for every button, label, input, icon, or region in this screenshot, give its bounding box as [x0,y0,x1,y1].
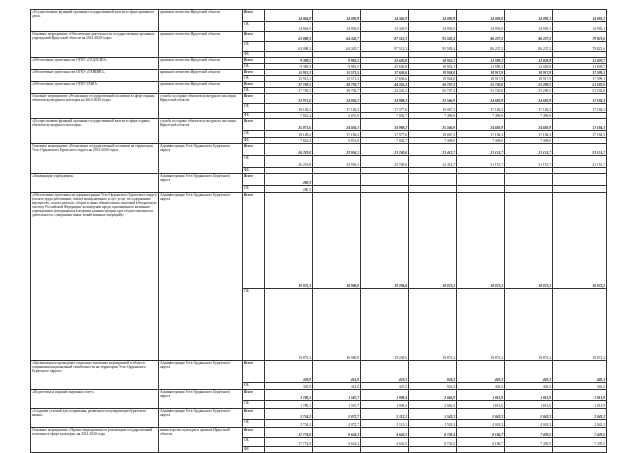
amount-cell: 87 512,3 [361,42,409,52]
amount-cell: 12 028,8 [505,58,553,64]
amount-cell: 24 683,9 [457,119,505,131]
amount-cell: 8 730,4 [409,438,457,447]
executor-cell: архивное агентство Иркутской области [159,10,243,32]
amount-cell: 4 643,5 [361,428,409,438]
amount-cell: 25 566,9 [409,94,457,104]
amount-cell: 63 088,3 [265,32,313,42]
amount-cell: 25 971,6 [265,94,313,104]
amount-cell: 17 577,6 [361,104,409,113]
amount-cell: 21 151,7 [457,144,505,156]
amount-cell: 280,3 [265,174,313,186]
amount-cell: 23 740,6 [361,156,409,168]
amount-cell: 2 072,7 [313,409,361,420]
funding-source-cell: Всего [243,119,265,131]
funding-source-cell: Всего [243,58,265,64]
amount-cell: 2 043,3 [505,409,553,420]
amount-cell: 14 092,9 [409,10,457,22]
amount-cell [457,186,505,193]
amount-cell: 23 412,7 [409,156,457,168]
amount-cell: 14 864,9 [265,22,313,32]
amount-cell [505,447,553,453]
amount-cell: 423,5 [361,383,409,390]
amount-cell: 9 624,3 [313,438,361,447]
amount-cell [553,447,607,453]
table-row [31,10,607,22]
amount-cell [409,447,457,453]
amount-cell: 17 774,8 [265,428,313,438]
amount-cell: 38 792,7 [313,88,361,94]
amount-cell: 9 389,5 [265,58,313,64]
amount-cell: 14 092,9 [409,22,457,32]
amount-cell: 7 499,6 [457,138,505,144]
amount-cell: 18 149,2 [265,131,313,138]
amount-cell: 86 237,2 [505,32,553,42]
amount-cell: 280,3 [265,186,313,193]
amount-cell: 18 872,2 [457,193,505,289]
amount-cell: 2 113,1 [361,420,409,428]
amount-cell: 18 917,9 [505,70,553,76]
amount-cell: 22 956,1 [313,144,361,156]
amount-cell: 14 093,1 [553,10,607,22]
amount-cell [313,447,361,453]
funding-source-cell: Всего [243,428,265,438]
amount-cell: 7 499,6 [409,138,457,144]
amount-cell: 26 219,8 [265,156,313,168]
amount-cell: 37 783,5 [265,82,313,88]
amount-cell: 1 543,3 [409,420,457,428]
amount-cell: 1 780,1 [265,390,313,401]
amount-cell: 51 182,8 [553,82,607,88]
amount-cell: 7 439,5 [505,428,553,438]
amount-cell: 11 039,7 [553,64,607,70]
amount-cell: 18 872,2 [409,289,457,361]
table-row [31,390,607,401]
amount-cell [313,174,361,186]
table-row [31,32,607,42]
amount-cell: 79 821,6 [553,32,607,42]
funding-source-cell: Всего [243,409,265,420]
amount-cell: 17 184,3 [505,104,553,113]
amount-cell: 8 166,7 [457,428,505,438]
funding-source-cell: Всего [243,174,265,186]
amount-cell [553,186,607,193]
amount-cell: 11 039,7 [553,58,607,64]
funding-source-cell: Всего [243,10,265,22]
amount-cell: 25 971,6 [265,119,313,131]
amount-cell [361,447,409,453]
amount-cell: 7 439,5 [553,438,607,447]
amount-cell: 402,3 [505,383,553,390]
budget-table [30,9,607,453]
event-name-cell: «Организация и проведение социально-значимых мероприятий в области сохранения национальной самобытности на территории Усть-Ордынского Бурятского округа» [31,361,159,390]
executor-cell: служба по охране объектов культурного наследия Иркутской области [159,119,243,144]
funding-source-cell: ОБ [243,401,265,409]
amount-cell: 9 624,3 [313,428,361,438]
amount-cell: 37 783,5 [265,88,313,94]
amount-cell: 1 780,1 [265,401,313,409]
amount-cell: 1 813,9 [457,390,505,401]
amount-cell: 86 237,2 [457,42,505,52]
amount-cell: 7 439,5 [553,428,607,438]
executor-cell: министерство культуры и архивов Иркутской области [159,428,243,453]
amount-cell: 2 043,3 [505,420,553,428]
amount-cell: 17 599,1 [553,76,607,82]
funding-source-cell: ОБ [243,22,265,32]
amount-cell: 24 036,1 [313,119,361,131]
amount-cell: 25 630,8 [361,64,409,70]
event-name-cell: «Осуществление функций органами государственной власти в сфере охраны объектов культурного наследия» [31,119,159,144]
amount-cell: 934,3 [409,361,457,383]
amount-cell: 1 813,9 [505,401,553,409]
amount-cell [505,174,553,186]
executor-cell: архивное агентство Иркутской области [159,82,243,94]
amount-cell: 24 988,2 [361,94,409,104]
amount-cell: 17 184,3 [553,131,607,138]
amount-cell: 7 499,6 [457,113,505,119]
amount-cell: 14 093,1 [505,10,553,22]
amount-cell: 15 915,3 [265,70,313,76]
budget-table-body [31,10,607,453]
amount-cell: 7 002,7 [361,113,409,119]
amount-cell: 21 151,7 [505,156,553,168]
funding-source-cell: ФБ [243,113,265,119]
amount-cell: 17 184,3 [313,131,361,138]
amount-cell: 18 952,1 [409,58,457,64]
executor-cell: Администрация Усть-Ордынского Бурятского округа [159,390,243,409]
amount-cell: 7 822,4 [265,138,313,144]
amount-cell: 21 151,7 [553,156,607,168]
amount-cell: 9 389,5 [265,64,313,70]
funding-source-cell: ФБ [243,52,265,58]
funding-source-cell: ОБ [243,383,265,390]
amount-cell: 2 072,7 [313,420,361,428]
table-row [31,119,607,131]
amount-cell: 14 345,9 [361,10,409,22]
amount-cell: 18 872,2 [457,289,505,361]
executor-cell: архивное агентство Иркутской области [159,32,243,58]
amount-cell: 402,3 [553,383,607,390]
amount-cell: 18 952,1 [409,64,457,70]
event-name-cell: «Подготовка и издание окружных газет» [31,390,159,409]
amount-cell: 87 512,3 [361,32,409,42]
amount-cell: 24 988,2 [361,119,409,131]
amount-cell: 414,9 [313,383,361,390]
table-row [31,144,607,156]
amount-cell: 14 093,1 [505,22,553,32]
amount-cell: 24 683,9 [505,119,553,131]
amount-cell: 6 851,8 [313,138,361,144]
amount-cell [409,186,457,193]
event-name-cell: Основное мероприятие «Реализация государственной политики в сфере охраны объектов культурного наследия на 2014-2020 годы» [31,94,159,119]
funding-source-cell: ФБ [243,138,265,144]
funding-source-cell: ОБ [243,420,265,428]
event-name-cell: Основное мероприятие «Прочие мероприятия по реализации государственной политики в сфере культуры» на 2014-2020 годы [31,428,159,453]
amount-cell [409,174,457,186]
amount-cell: 55 290,5 [505,82,553,88]
amount-cell: 7 499,6 [505,138,553,144]
executor-cell: архивное агентство Иркутской области [159,58,243,70]
amount-cell: 7 439,5 [505,438,553,447]
amount-cell: 12 028,8 [505,64,553,70]
amount-cell: 17 636,6 [361,70,409,76]
amount-cell: 18 872,2 [409,193,457,289]
amount-cell: 18 872,2 [553,289,607,361]
amount-cell: 79 821,6 [553,42,607,52]
amount-cell: 414,9 [313,361,361,383]
funding-source-cell: Всего [243,390,265,401]
funding-source-cell: ФБ [243,447,265,453]
amount-cell: 402,3 [457,361,505,383]
amount-cell: 19 875,3 [265,193,313,289]
amount-cell: 2 043,3 [457,409,505,420]
amount-cell: 17 774,8 [265,438,313,447]
event-name-cell: «Обеспечение деятельности ОГКУ ГАИО» [31,82,159,94]
amount-cell: 17 577,6 [361,131,409,138]
amount-cell: 14 093,0 [457,10,505,22]
amount-cell: 38 792,7 [313,82,361,88]
amount-cell: 1 567,7 [313,401,361,409]
amount-cell: 402,3 [457,383,505,390]
amount-cell: 56 707,3 [409,82,457,88]
amount-cell: 26 219,8 [265,144,313,156]
amount-cell: 21 151,7 [553,144,607,156]
amount-cell: 1 813,9 [505,390,553,401]
amount-cell: 2 043,3 [457,420,505,428]
funding-source-cell: ОБ [243,76,265,82]
funding-source-cell: ОБ [243,438,265,447]
amount-cell: 55 720,0 [457,88,505,94]
funding-source-cell: ОБ [243,131,265,138]
amount-cell: 11 599,3 [457,58,505,64]
amount-cell: 21 151,7 [457,156,505,168]
amount-cell: 17 184,3 [553,104,607,113]
amount-cell [265,447,313,453]
amount-cell: 17 184,3 [457,131,505,138]
amount-cell: 17 184,3 [313,104,361,113]
amount-cell: 7 499,6 [505,113,553,119]
amount-cell: 55 720,0 [457,82,505,88]
amount-cell: 17 184,3 [457,104,505,113]
table-row [31,94,607,104]
amount-cell: 934,3 [409,383,457,390]
amount-cell: 2 043,3 [553,409,607,420]
event-name-cell: «Ликвидация учреждения» [31,174,159,193]
amount-cell: 1 813,9 [457,401,505,409]
amount-cell: 18 872,2 [505,193,553,289]
amount-cell: 9 981,5 [313,64,361,70]
amount-cell: 18 149,2 [265,104,313,113]
executor-cell: Администрация Усть-Ордынского Бурятского округа [159,193,243,361]
funding-source-cell: ФБ [243,168,265,174]
amount-cell: 8 730,4 [409,428,457,438]
amount-cell [553,174,607,186]
amount-cell: 7 002,7 [361,138,409,144]
amount-cell: 19 924,0 [409,70,457,76]
funding-source-cell: ОБ [243,289,265,361]
amount-cell: 44 245,2 [361,82,409,88]
table-row [31,193,607,289]
table-row [31,361,607,383]
amount-cell: 95 583,4 [409,32,457,42]
amount-cell [361,186,409,193]
amount-cell: 4 643,5 [361,438,409,447]
executor-cell: Администрация Усть-Ордынского Бурятского округа [159,174,243,193]
funding-source-cell: ОБ [243,42,265,52]
event-name-cell: «Обеспечение деятельности ОГКУ «ГАНИИО» [31,70,159,82]
amount-cell: 56 707,3 [409,88,457,94]
amount-cell: 14 864,9 [265,10,313,22]
amount-cell: 14 092,9 [313,10,361,22]
amount-cell: 11 599,3 [457,64,505,70]
funding-source-cell: Всего [243,94,265,104]
amount-cell: 86 237,2 [505,42,553,52]
amount-cell [457,174,505,186]
amount-cell: 64 345,7 [313,32,361,42]
amount-cell: 3 754,2 [265,409,313,420]
amount-cell: 6 851,8 [313,113,361,119]
amount-cell: 14 093,1 [553,22,607,32]
funding-source-cell: ОБ [243,88,265,94]
amount-cell: 17 184,3 [505,131,553,138]
amount-cell: 18 900,8 [313,193,361,289]
amount-cell: 17 636,6 [361,76,409,82]
funding-source-cell: ОБ [243,156,265,168]
amount-cell: 14 093,0 [457,22,505,32]
amount-cell: 1 543,3 [409,409,457,420]
amount-cell: 55 290,5 [505,88,553,94]
funding-source-cell: Всего [243,361,265,383]
funding-source-cell: Всего [243,70,265,76]
executor-cell: Администрация Усть-Ордынского Бурятского округа [159,144,243,174]
amount-cell: 15 571,5 [313,76,361,82]
executor-cell: Администрация Усть-Ордынского Бурятского округа [159,409,243,428]
amount-cell: 25 630,8 [361,58,409,64]
amount-cell: 402,3 [505,361,553,383]
amount-cell: 25 566,9 [409,119,457,131]
event-name-cell: «Обеспечение деятельности ОГКУ «ГАДЛСИО» [31,58,159,70]
executor-cell: Администрация Усть-Ордынского Бурятского округа [159,361,243,390]
amount-cell: 18 900,8 [313,289,361,361]
funding-source-cell: ОБ [243,186,265,193]
amount-cell: 19 294,6 [361,193,409,289]
amount-cell: 18 917,9 [457,76,505,82]
amount-cell: 2 062,9 [409,390,457,401]
amount-cell: 423,5 [361,361,409,383]
amount-cell: 1 909,4 [361,390,409,401]
amount-cell: 23 740,6 [361,144,409,156]
funding-source-cell: Всего [243,144,265,156]
amount-cell: 14 345,9 [361,22,409,32]
amount-cell: 8 166,7 [457,438,505,447]
funding-source-cell: ОБ [243,104,265,113]
amount-cell: 18 917,9 [457,70,505,76]
funding-source-cell: Всего [243,32,265,42]
amount-cell: 1 567,7 [313,390,361,401]
amount-cell: 17 184,3 [553,119,607,131]
event-name-cell: «Создание условий для сохранения, развития и популяризации бурятского языка» [31,409,159,428]
table-row [31,409,607,420]
table-row [31,174,607,186]
event-name-cell: Основное мероприятие «Реализация государственной политики на территории Усть-Ордынского Бурятского округа на 2014-2020 годы» [31,144,159,174]
amount-cell: 2 113,1 [361,409,409,420]
amount-cell: 2 062,9 [409,401,457,409]
table-row [31,428,607,438]
amount-cell: 19 924,0 [409,76,457,82]
amount-cell: 18 067,3 [409,104,457,113]
amount-cell: 23 412,7 [409,144,457,156]
amount-cell: 329,9 [265,383,313,390]
amount-cell: 24 683,9 [457,94,505,104]
amount-cell: 9 981,5 [313,58,361,64]
amount-cell [361,174,409,186]
amount-cell: 44 245,2 [361,88,409,94]
amount-cell: 1 909,4 [361,401,409,409]
event-name-cell: «Обеспечение деятельности администрации Усть-Ордынского Бурятского округа (оплата труда работников, оплата коммунальных услуг, услуг по содержанию имущества, уплата налогов, сборов и иных обязательных платежей в бюджетную систему Российской Федерации, возмещение вреда, причиненного казенным учреждением, находящимся в ведении администрации, при осуществлении им деятельности, совершение иных хозяйственных операций)» [31,193,159,361]
amount-cell: 18 917,9 [505,76,553,82]
amount-cell: 329,9 [265,361,313,383]
amount-cell: 24 683,9 [505,94,553,104]
amount-cell: 19 875,3 [265,289,313,361]
funding-source-cell: ОБ [243,64,265,70]
funding-source-cell: Всего [243,82,265,88]
amount-cell: 51 182,8 [553,88,607,94]
executor-cell: архивное агентство Иркутской области [159,70,243,82]
amount-cell: 7 499,6 [409,113,457,119]
amount-cell: 7 822,4 [265,113,313,119]
amount-cell: 15 571,5 [313,70,361,76]
amount-cell [313,186,361,193]
amount-cell: 64 345,7 [313,42,361,52]
amount-cell: 22 956,1 [313,156,361,168]
amount-cell: 18 067,3 [409,131,457,138]
amount-cell: 402,3 [553,361,607,383]
amount-cell: 18 872,2 [553,193,607,289]
amount-cell: 1 813,9 [553,390,607,401]
amount-cell: 15 915,3 [265,76,313,82]
amount-cell: 1 813,9 [553,401,607,409]
amount-cell: 21 151,7 [505,144,553,156]
funding-source-cell: Всего [243,193,265,289]
event-name-cell: «Осуществление функций органами государственной власти в сфере архивного дела» [31,10,159,32]
amount-cell: 24 036,1 [313,94,361,104]
amount-cell: 95 583,4 [409,42,457,52]
amount-cell: 18 872,2 [505,289,553,361]
amount-cell: 14 092,9 [313,22,361,32]
amount-cell: 17 184,3 [553,94,607,104]
amount-cell [505,186,553,193]
amount-cell: 3 754,2 [265,420,313,428]
amount-cell: 2 043,3 [553,420,607,428]
event-name-cell: Основное мероприятие «Обеспечение деятельности государственных архивных учреждений Иркутской области на 2014-2020 годы» [31,32,159,58]
amount-cell: 17 599,1 [553,70,607,76]
amount-cell: 19 294,6 [361,289,409,361]
amount-cell: 86 237,2 [457,32,505,42]
amount-cell: 63 088,3 [265,42,313,52]
executor-cell: служба по охране объектов культурного наследия Иркутской области [159,94,243,119]
amount-cell [457,447,505,453]
